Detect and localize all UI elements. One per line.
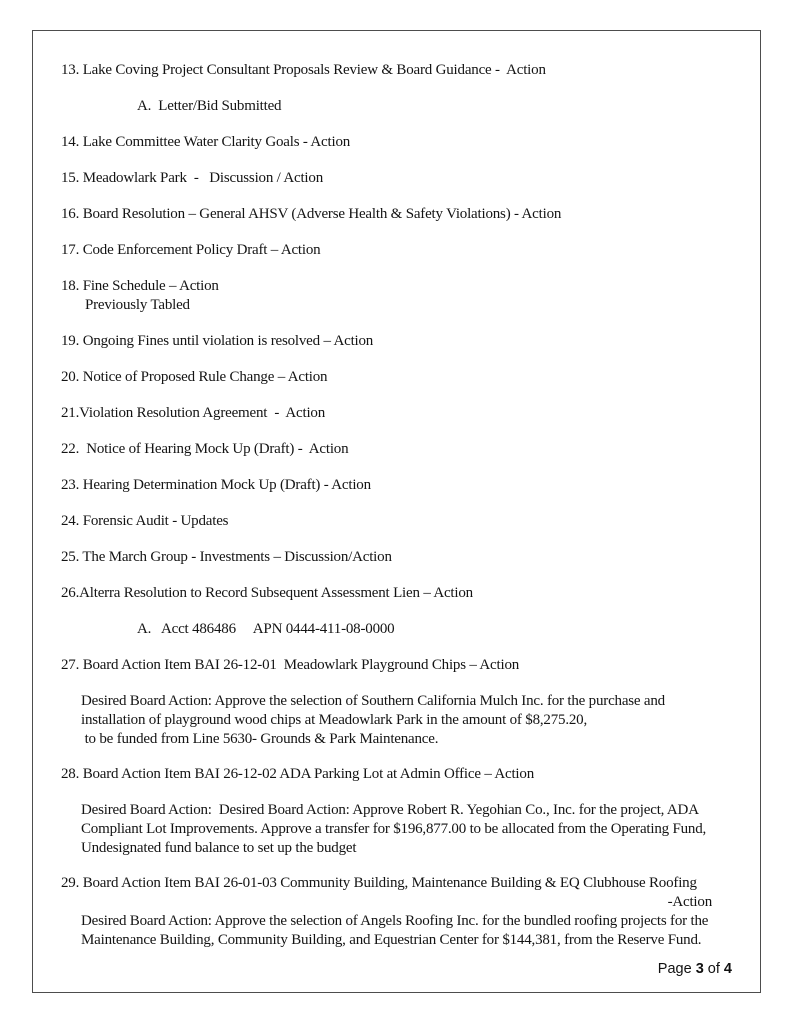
agenda-item [61, 332, 756, 351]
agenda-item [61, 584, 756, 603]
agenda-subitem [61, 620, 756, 639]
agenda-item-text: A. Letter/Bid Submitted [137, 98, 282, 114]
agenda-item [61, 277, 756, 315]
paragraph-line: Desired Board Action: Approve the selection of Angels Roofing Inc. for the bundled roofing projects for the [81, 913, 709, 929]
agenda-item [61, 476, 756, 495]
agenda-item [61, 404, 756, 423]
agenda-item-text: 19. Ongoing Fines until violation is resolved – Action [61, 333, 374, 349]
agenda-item [61, 512, 756, 531]
agenda-item [61, 440, 756, 459]
paragraph-line: Maintenance Building, Community Building, and Equestrian Center for $144,381, from the Reserve Fund. [81, 932, 702, 948]
agenda-item-text: 14. Lake Committee Water Clarity Goals - Action [61, 134, 351, 150]
footer-page-number: 3 [695, 961, 704, 977]
agenda-item-text: A. Acct 486486 APN 0444-411-08-0000 [137, 621, 395, 637]
agenda-item-text: 16. Board Resolution – General AHSV (Adverse Health & Safety Violations) - Action [61, 206, 562, 222]
paragraph-line: to be funded from Line 5630- Grounds & Park Maintenance. [81, 731, 439, 747]
agenda-item [61, 205, 756, 224]
agenda-item-right-text: -Action [667, 894, 712, 910]
agenda-item [61, 169, 756, 188]
agenda-item-text: 23. Hearing Determination Mock Up (Draft) - Action [61, 477, 371, 493]
agenda-item [61, 548, 756, 567]
agenda-item-continuation: Previously Tabled [85, 297, 190, 313]
paragraph-line: Undesignated fund balance to set up the budget [81, 840, 357, 856]
footer-of-label: of [703, 961, 724, 977]
paragraph-line: Desired Board Action: Desired Board Action: Approve Robert R. Yegohian Co., Inc. for the project, ADA [81, 802, 699, 818]
agenda-item-text: 17. Code Enforcement Policy Draft – Action [61, 242, 321, 258]
paragraph-line: Compliant Lot Improvements. Approve a transfer for $196,877.00 to be allocated from the Operating Fund, [81, 821, 707, 837]
agenda-item-text: 25. The March Group - Investments – Discussion/Action [61, 549, 392, 565]
agenda-list [61, 61, 756, 950]
agenda-item [61, 874, 756, 912]
page-footer [658, 960, 732, 979]
agenda-item-text: 26.Alterra Resolution to Record Subsequent Assessment Lien – Action [61, 585, 473, 601]
agenda-subitem [61, 97, 756, 116]
agenda-item [61, 61, 756, 80]
agenda-item-text: 24. Forensic Audit - Updates [61, 513, 229, 529]
item-detail-paragraph [61, 692, 756, 749]
agenda-item [61, 133, 756, 152]
footer-page-label: Page [657, 961, 696, 977]
footer-total-pages: 4 [723, 961, 732, 977]
agenda-item-text: 20. Notice of Proposed Rule Change – Action [61, 369, 328, 385]
agenda-item-text: 21.Violation Resolution Agreement - Action [61, 405, 326, 421]
agenda-item-text: 22. Notice of Hearing Mock Up (Draft) - Action [61, 441, 349, 457]
agenda-item [61, 368, 756, 387]
agenda-item-text: 18. Fine Schedule – Action [61, 278, 219, 294]
agenda-item-text: 28. Board Action Item BAI 26-12-02 ADA Parking Lot at Admin Office – Action [61, 766, 534, 782]
item-detail-paragraph [61, 912, 756, 950]
agenda-item [61, 241, 756, 260]
item-detail-paragraph [61, 801, 756, 858]
agenda-item [61, 656, 756, 675]
agenda-item-text: 27. Board Action Item BAI 26-12-01 Meadowlark Playground Chips – Action [61, 657, 520, 673]
agenda-item [61, 765, 756, 784]
agenda-item-text: 29. Board Action Item BAI 26-01-03 Community Building, Maintenance Building & EQ Clubhouse Roofing [61, 875, 697, 891]
paragraph-line: installation of playground wood chips at Meadowlark Park in the amount of $8,275.20, [81, 712, 588, 728]
agenda-item-text: 15. Meadowlark Park - Discussion / Action [61, 170, 323, 186]
page-border [32, 30, 761, 993]
paragraph-line: Desired Board Action: Approve the selection of Southern California Mulch Inc. for the purchase and [81, 693, 665, 709]
agenda-item-text: 13. Lake Coving Project Consultant Proposals Review & Board Guidance - Action [61, 62, 546, 78]
